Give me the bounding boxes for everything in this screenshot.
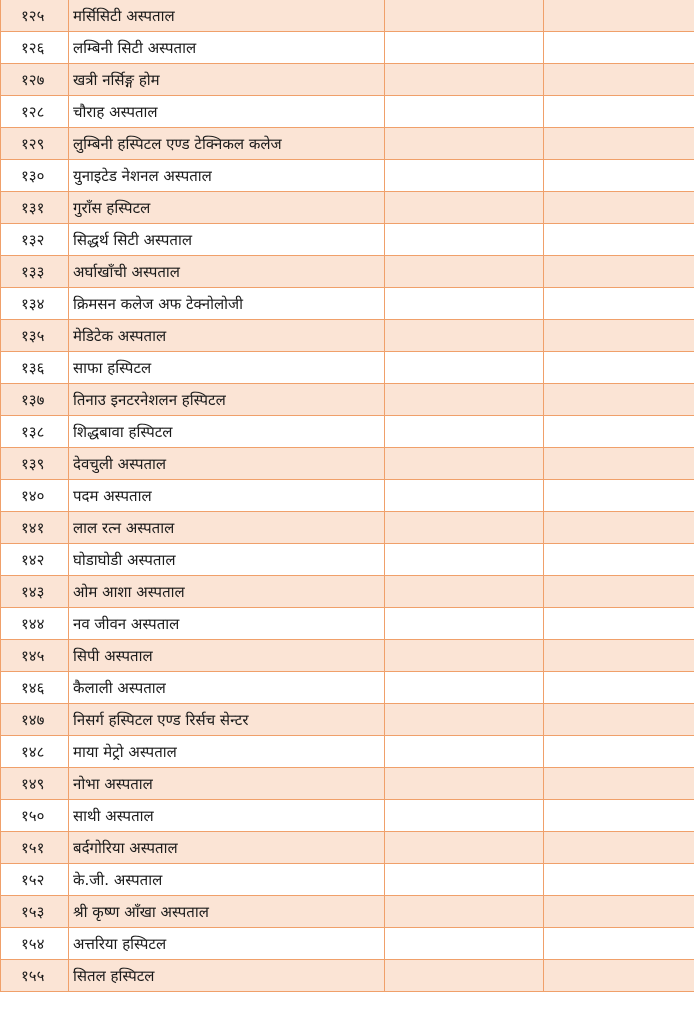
row-number-cell: १३४ (1, 288, 69, 320)
empty-cell-4 (544, 384, 694, 416)
empty-cell-3 (385, 192, 544, 224)
row-number-cell: १५१ (1, 832, 69, 864)
empty-cell-3 (385, 224, 544, 256)
empty-cell-4 (544, 608, 694, 640)
hospital-name-cell: मर्सिसिटी अस्पताल (69, 0, 385, 32)
row-number-cell: १४३ (1, 576, 69, 608)
row-number-cell: १४० (1, 480, 69, 512)
table-row (1, 864, 694, 896)
table-row (1, 96, 694, 128)
row-number-cell: १५४ (1, 928, 69, 960)
row-number-cell: १२८ (1, 96, 69, 128)
hospital-name-cell: शिद्धबावा हस्पिटल (69, 416, 385, 448)
row-number-cell: १३९ (1, 448, 69, 480)
table-row (1, 736, 694, 768)
empty-cell-4 (544, 864, 694, 896)
empty-cell-3 (385, 352, 544, 384)
empty-cell-3 (385, 928, 544, 960)
hospital-name-cell: तिनाउ इनटरनेशलन हस्पिटल (69, 384, 385, 416)
row-number-cell: १५२ (1, 864, 69, 896)
row-number-cell: १५३ (1, 896, 69, 928)
table-row (1, 768, 694, 800)
empty-cell-4 (544, 960, 694, 992)
table-row (1, 384, 694, 416)
empty-cell-4 (544, 32, 694, 64)
empty-cell-4 (544, 832, 694, 864)
hospital-name-cell: युनाइटेड नेशनल अस्पताल (69, 160, 385, 192)
empty-cell-3 (385, 896, 544, 928)
empty-cell-4 (544, 928, 694, 960)
hospital-name-cell: लम्बिनी सिटी अस्पताल (69, 32, 385, 64)
table-row (1, 512, 694, 544)
table-row (1, 704, 694, 736)
empty-cell-4 (544, 0, 694, 32)
hospital-name-cell: लाल रत्न अस्पताल (69, 512, 385, 544)
hospital-name-cell: अर्घाखाँची अस्पताल (69, 256, 385, 288)
empty-cell-3 (385, 448, 544, 480)
table-row (1, 928, 694, 960)
row-number-cell: १५५ (1, 960, 69, 992)
table-row (1, 896, 694, 928)
row-number-cell: १३१ (1, 192, 69, 224)
empty-cell-4 (544, 896, 694, 928)
empty-cell-3 (385, 864, 544, 896)
table-row (1, 160, 694, 192)
empty-cell-4 (544, 768, 694, 800)
table-row (1, 64, 694, 96)
table-row (1, 640, 694, 672)
empty-cell-3 (385, 160, 544, 192)
hospital-name-cell: के.जी. अस्पताल (69, 864, 385, 896)
row-number-cell: १५० (1, 800, 69, 832)
empty-cell-4 (544, 576, 694, 608)
hospital-name-cell: कैलाली अस्पताल (69, 672, 385, 704)
table-row (1, 416, 694, 448)
table-row (1, 192, 694, 224)
row-number-cell: १४५ (1, 640, 69, 672)
table-row (1, 128, 694, 160)
empty-cell-3 (385, 32, 544, 64)
row-number-cell: १३५ (1, 320, 69, 352)
empty-cell-4 (544, 320, 694, 352)
empty-cell-3 (385, 256, 544, 288)
row-number-cell: १४४ (1, 608, 69, 640)
hospital-name-cell: नव जीवन अस्पताल (69, 608, 385, 640)
hospital-name-cell: अत्तरिया हस्पिटल (69, 928, 385, 960)
row-number-cell: १३२ (1, 224, 69, 256)
empty-cell-4 (544, 736, 694, 768)
empty-cell-4 (544, 672, 694, 704)
table-row (1, 224, 694, 256)
row-number-cell: १३३ (1, 256, 69, 288)
table-row (1, 448, 694, 480)
hospital-list-body (1, 0, 694, 992)
empty-cell-4 (544, 640, 694, 672)
table-row (1, 960, 694, 992)
empty-cell-4 (544, 352, 694, 384)
table-row (1, 576, 694, 608)
hospital-name-cell: मेडिटेक अस्पताल (69, 320, 385, 352)
empty-cell-3 (385, 608, 544, 640)
table-row (1, 800, 694, 832)
empty-cell-4 (544, 512, 694, 544)
hospital-name-cell: बर्दगोरिया अस्पताल (69, 832, 385, 864)
empty-cell-3 (385, 512, 544, 544)
empty-cell-3 (385, 800, 544, 832)
row-number-cell: १२७ (1, 64, 69, 96)
row-number-cell: १४९ (1, 768, 69, 800)
empty-cell-3 (385, 128, 544, 160)
row-number-cell: १४८ (1, 736, 69, 768)
table-row (1, 832, 694, 864)
empty-cell-3 (385, 480, 544, 512)
empty-cell-3 (385, 96, 544, 128)
table-row (1, 320, 694, 352)
hospital-name-cell: साथी अस्पताल (69, 800, 385, 832)
row-number-cell: १३६ (1, 352, 69, 384)
table-row (1, 352, 694, 384)
empty-cell-3 (385, 576, 544, 608)
hospital-name-cell: घोडाघोडी अस्पताल (69, 544, 385, 576)
empty-cell-3 (385, 960, 544, 992)
table-row (1, 256, 694, 288)
empty-cell-3 (385, 640, 544, 672)
empty-cell-4 (544, 480, 694, 512)
row-number-cell: १४६ (1, 672, 69, 704)
hospital-name-cell: देवचुली अस्पताल (69, 448, 385, 480)
row-number-cell: १३८ (1, 416, 69, 448)
hospital-name-cell: क्रिमसन कलेज अफ टेक्नोलोजी (69, 288, 385, 320)
hospital-name-cell: सितल हस्पिटल (69, 960, 385, 992)
table-row (1, 288, 694, 320)
empty-cell-4 (544, 800, 694, 832)
empty-cell-3 (385, 832, 544, 864)
empty-cell-4 (544, 224, 694, 256)
row-number-cell: १२९ (1, 128, 69, 160)
empty-cell-4 (544, 288, 694, 320)
hospital-name-cell: माया मेट्रो अस्पताल (69, 736, 385, 768)
hospital-name-cell: पदम अस्पताल (69, 480, 385, 512)
empty-cell-4 (544, 704, 694, 736)
empty-cell-4 (544, 256, 694, 288)
row-number-cell: १२५ (1, 0, 69, 32)
empty-cell-4 (544, 192, 694, 224)
row-number-cell: १२६ (1, 32, 69, 64)
empty-cell-4 (544, 416, 694, 448)
empty-cell-4 (544, 128, 694, 160)
table-row (1, 0, 694, 32)
hospital-name-cell: लुम्बिनी हस्पिटल एण्ड टेक्निकल कलेज (69, 128, 385, 160)
empty-cell-3 (385, 64, 544, 96)
table-row (1, 32, 694, 64)
empty-cell-3 (385, 288, 544, 320)
hospital-name-cell: साफा हस्पिटल (69, 352, 385, 384)
empty-cell-4 (544, 544, 694, 576)
hospital-name-cell: सिद्धर्थ सिटी अस्पताल (69, 224, 385, 256)
row-number-cell: १३० (1, 160, 69, 192)
hospital-name-cell: ओम आशा अस्पताल (69, 576, 385, 608)
row-number-cell: १४१ (1, 512, 69, 544)
hospital-name-cell: चौराह अस्पताल (69, 96, 385, 128)
table-row (1, 480, 694, 512)
empty-cell-3 (385, 416, 544, 448)
empty-cell-3 (385, 768, 544, 800)
empty-cell-3 (385, 544, 544, 576)
hospital-name-cell: सिपी अस्पताल (69, 640, 385, 672)
table-row (1, 544, 694, 576)
empty-cell-3 (385, 736, 544, 768)
empty-cell-4 (544, 448, 694, 480)
empty-cell-4 (544, 160, 694, 192)
empty-cell-3 (385, 704, 544, 736)
empty-cell-3 (385, 320, 544, 352)
empty-cell-3 (385, 384, 544, 416)
hospital-name-cell: गुराँस हस्पिटल (69, 192, 385, 224)
empty-cell-4 (544, 64, 694, 96)
table-row (1, 672, 694, 704)
hospital-name-cell: निसर्ग हस्पिटल एण्ड रिर्सच सेन्टर (69, 704, 385, 736)
empty-cell-3 (385, 672, 544, 704)
row-number-cell: १३७ (1, 384, 69, 416)
row-number-cell: १४२ (1, 544, 69, 576)
row-number-cell: १४७ (1, 704, 69, 736)
hospital-name-cell: श्री कृष्ण आँखा अस्पताल (69, 896, 385, 928)
table-row (1, 608, 694, 640)
hospital-name-cell: नोभा अस्पताल (69, 768, 385, 800)
empty-cell-3 (385, 0, 544, 32)
hospital-name-cell: खत्री नर्सिङ्ग होम (69, 64, 385, 96)
empty-cell-4 (544, 96, 694, 128)
